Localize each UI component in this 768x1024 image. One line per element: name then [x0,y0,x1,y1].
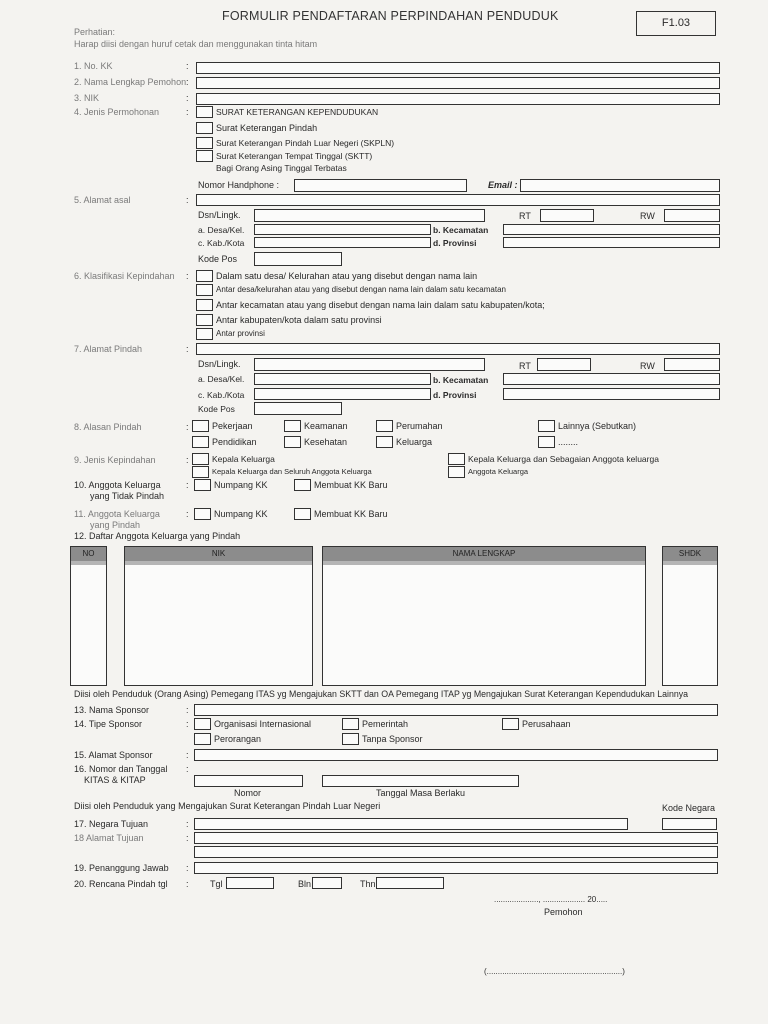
label-thn: Thn [360,879,376,889]
section-skpln: Diisi oleh Penduduk yang Mengajukan Surat Keterangan Pindah Luar Negeri [74,801,381,811]
bln-field[interactable] [312,877,342,889]
notes-label: Perhatian: [74,27,116,37]
checkbox-lainnya-isi[interactable] [538,436,555,448]
checkbox-perorangan[interactable] [194,733,211,745]
label-nomor-tanggal: 16. Nomor dan Tanggal [74,764,168,774]
option-kepala-keluarga: Kepala Keluarga [212,454,275,464]
label-alasan: 8. Alasan Pindah [74,422,142,432]
handphone-field[interactable] [294,179,467,192]
label-bln: Bln [298,879,312,889]
option-kk-seluruh: Kepala Keluarga dan Seluruh Anggota Keluarga [212,467,372,476]
option-perusahaan: Perusahaan [522,719,571,729]
header-shade [323,561,645,565]
kab-field[interactable] [254,237,431,248]
label-kab: c. Kab./Kota [198,390,245,400]
rt-pindah-field[interactable] [537,358,591,371]
label-ak-pindah-2: yang Pindah [90,520,141,530]
label-kecamatan: b. Kecamatan [433,225,489,235]
checkbox-numpang-kk-11[interactable] [194,508,211,520]
lainnya-dots: ........ [558,437,579,447]
label-email: Email : [488,180,518,190]
colon: : [186,819,189,829]
label-provinsi: d. Provinsi [433,238,477,248]
option-numpang-kk-10: Numpang KK [214,480,268,490]
option-kesehatan: Kesehatan [304,437,348,447]
colon: : [186,455,189,465]
label-nama-sponsor: 13. Nama Sponsor [74,705,150,715]
rw-pindah-field[interactable] [664,358,720,371]
label-kab: c. Kab./Kota [198,238,245,248]
checkbox-tanpa-sponsor[interactable] [342,733,359,745]
checkbox-keluarga[interactable] [376,436,393,448]
kecamatan-field[interactable] [503,224,720,235]
sktt-note: Bagi Orang Asing Tinggal Terbatas [216,163,347,173]
option-keluarga: Keluarga [396,437,433,447]
table-header-no: NO [71,547,106,562]
checkbox-pendidikan[interactable] [192,436,209,448]
label-kode-pos: Kode Pos [198,254,238,264]
checkbox-organisasi[interactable] [194,718,211,730]
colon: : [186,77,189,87]
checkbox-perumahan[interactable] [376,420,393,432]
colon: : [186,271,189,281]
kab-pindah-field[interactable] [254,388,431,400]
thn-field[interactable] [376,877,444,889]
option-keamanan: Keamanan [304,421,348,431]
checkbox-klasifikasi-3[interactable] [196,299,213,311]
checkbox-kk-baru-10[interactable] [294,479,311,491]
label-kecamatan: b. Kecamatan [433,375,489,385]
checkbox-klasifikasi-2[interactable] [196,284,213,296]
rw-field[interactable] [664,209,720,222]
checkbox-sktt[interactable] [196,150,213,162]
checkbox-klasifikasi-4[interactable] [196,314,213,326]
table-col-nik [124,546,313,686]
desa-pindah-field[interactable] [254,373,431,385]
label-alamat-tujuan: 18 Alamat Tujuan [74,833,144,843]
alamat-asal-field[interactable] [196,194,720,206]
header-shade [125,561,312,565]
label-jenis-permohonan: 4. Jenis Permohonan [74,107,160,117]
alamat-tujuan-field-2[interactable] [194,846,718,858]
option-skk: SURAT KETERANGAN KEPENDUDUKAN [216,107,379,117]
kitas-nomor-field[interactable] [194,775,303,787]
kitas-tanggal-field[interactable] [322,775,519,787]
checkbox-perusahaan[interactable] [502,718,519,730]
colon: : [186,719,189,729]
notes-text: Harap diisi dengan huruf cetak dan menggunakan tinta hitam [74,39,318,49]
option-perorangan: Perorangan [214,734,262,744]
label-klasifikasi: 6. Klasifikasi Kepindahan [74,271,175,281]
checkbox-skk[interactable] [196,106,213,118]
option-organisasi: Organisasi Internasional [214,719,312,729]
label-nama: 2. Nama Lengkap Pemohon [74,77,187,87]
table-header-shdk: SHDK [663,547,717,562]
colon: : [186,750,189,760]
colon: : [186,422,189,432]
label-rt: RT [519,211,531,221]
table-col-shdk [662,546,718,686]
negara-tujuan-field[interactable] [194,818,628,830]
dsn-field[interactable] [254,209,485,222]
rt-field[interactable] [540,209,594,222]
option-anggota-keluarga: Anggota Keluarga [468,467,529,476]
label-nomor: Nomor [234,788,262,798]
penanggung-jawab-field[interactable] [194,862,718,874]
signature-name-line: (.............................................................) [484,967,625,976]
nama-sponsor-field[interactable] [194,704,718,716]
desa-field[interactable] [254,224,431,235]
label-handphone: Nomor Handphone : [198,180,280,190]
nik-field[interactable] [196,93,720,105]
table-col-no [70,546,107,686]
header-shade [71,561,106,565]
label-negara-tujuan: 17. Negara Tujuan [74,819,149,829]
checkbox-klasifikasi-1[interactable] [196,270,213,282]
alamat-sponsor-field[interactable] [194,749,718,761]
form-code: F1.03 [636,11,716,36]
option-pekerjaan: Pekerjaan [212,421,253,431]
option-perumahan: Perumahan [396,421,443,431]
checkbox-kesehatan[interactable] [284,436,301,448]
colon: : [186,879,189,889]
option-lainnya: Lainnya (Sebutkan) [558,421,637,431]
signature-role: Pemohon [544,907,583,917]
option-klasifikasi-4: Antar kabupaten/kota dalam satu provinsi [216,315,382,325]
colon: : [186,705,189,715]
checkbox-anggota-keluarga[interactable] [448,466,465,478]
label-tanggal-berlaku: Tanggal Masa Berlaku [376,788,466,798]
provinsi-field[interactable] [503,237,720,248]
checkbox-klasifikasi-5[interactable] [196,328,213,340]
colon: : [186,863,189,873]
kecamatan-pindah-field[interactable] [503,373,720,385]
label-alamat-asal: 5. Alamat asal [74,195,131,205]
option-skp: Surat Keterangan Pindah [216,123,318,133]
no-kk-field[interactable] [196,62,720,74]
label-tgl: Tgl [210,879,223,889]
label-kode-pos: Kode Pos [198,404,235,414]
table-col-nama [322,546,646,686]
checkbox-kk-seluruh[interactable] [192,466,209,478]
label-alamat-pindah: 7. Alamat Pindah [74,344,143,354]
colon: : [186,764,189,774]
option-pendidikan: Pendidikan [212,437,257,447]
checkbox-pekerjaan[interactable] [192,420,209,432]
option-kk-baru-10: Membuat KK Baru [314,480,388,490]
label-alamat-sponsor: 15. Alamat Sponsor [74,750,153,760]
checkbox-kk-baru-11[interactable] [294,508,311,520]
colon: : [186,107,189,117]
label-dsn: Dsn/Lingk. [198,359,241,369]
label-ak-tidak-pindah-2: yang Tidak Pindah [90,491,165,501]
colon: : [186,344,189,354]
checkbox-numpang-kk-10[interactable] [194,479,211,491]
colon: : [186,61,189,71]
form-title: FORMULIR PENDAFTARAN PERPINDAHAN PENDUDUK [222,9,559,23]
checkbox-lainnya[interactable] [538,420,555,432]
nama-field[interactable] [196,77,720,89]
option-skpln: Surat Keterangan Pindah Luar Negeri (SKPLN) [216,138,395,148]
option-klasifikasi-3: Antar kecamatan atau yang disebut dengan nama lain dalam satu kabupaten/kota; [216,300,545,310]
label-jenis-kepindahan: 9. Jenis Kepindahan [74,455,156,465]
label-dsn: Dsn/Lingk. [198,210,241,220]
option-klasifikasi-1: Dalam satu desa/ Kelurahan atau yang disebut dengan nama lain [216,271,478,281]
checkbox-kk-sebagian[interactable] [448,453,465,465]
alamat-tujuan-field[interactable] [194,832,718,844]
checkbox-kepala-keluarga[interactable] [192,453,209,465]
option-numpang-kk-11: Numpang KK [214,509,268,519]
tgl-field[interactable] [226,877,274,889]
checkbox-pemerintah[interactable] [342,718,359,730]
label-kode-negara: Kode Negara [662,803,716,813]
label-provinsi: d. Provinsi [433,390,477,400]
label-ak-tidak-pindah: 10. Anggota Keluarga [74,480,161,490]
label-daftar: 12. Daftar Anggota Keluarga yang Pindah [74,531,241,541]
signature-date: ...................., ................... 20..... [494,895,608,904]
colon: : [186,195,189,205]
alamat-pindah-field[interactable] [196,343,720,355]
option-klasifikasi-5: Antar provinsi [216,329,265,338]
label-rw: RW [640,361,655,371]
label-penanggung-jawab: 19. Penanggung Jawab [74,863,169,873]
provinsi-pindah-field[interactable] [503,388,720,400]
colon: : [186,480,189,490]
checkbox-skpln[interactable] [196,137,213,149]
email-field[interactable] [520,179,720,192]
label-nomor-tanggal-2: KITAS & KITAP [84,775,146,785]
option-pemerintah: Pemerintah [362,719,409,729]
option-kk-baru-11: Membuat KK Baru [314,509,388,519]
label-desa: a. Desa/Kel. [198,225,245,235]
kode-negara-field[interactable] [662,818,717,830]
label-nik: 3. NIK [74,93,100,103]
colon: : [186,833,189,843]
label-ak-pindah: 11. Anggota Keluarga [74,509,160,519]
option-klasifikasi-2: Antar desa/kelurahan atau yang disebut dengan nama lain dalam satu kecamatan [216,285,506,294]
label-desa: a. Desa/Kel. [198,374,245,384]
label-rw: RW [640,211,655,221]
checkbox-keamanan[interactable] [284,420,301,432]
label-no-kk: 1. No. KK [74,61,113,71]
colon: : [186,93,189,103]
option-kk-sebagian: Kepala Keluarga dan Sebagaian Anggota keluarga [468,454,659,464]
label-rt: RT [519,361,531,371]
option-tanpa-sponsor: Tanpa Sponsor [362,734,423,744]
table-header-nama: NAMA LENGKAP [323,547,645,562]
table-header-nik: NIK [125,547,312,562]
label-tipe-sponsor: 14. Tipe Sponsor [74,719,143,729]
header-shade [663,561,717,565]
section-asing: Diisi oleh Penduduk (Orang Asing) Pemegang ITAS yg Mengajukan SKTT dan OA Pemegang ITAP yg Mengajukan Surat Keterangan Kependudukan Lainnya [74,689,689,699]
colon: : [186,509,189,519]
kode-pos-pindah-field[interactable] [254,402,342,415]
checkbox-skp[interactable] [196,122,213,134]
kode-pos-field[interactable] [254,252,342,266]
option-sktt: Surat Keterangan Tempat Tinggal (SKTT) [216,151,373,161]
label-rencana: 20. Rencana Pindah tgl [74,879,168,889]
dsn-pindah-field[interactable] [254,358,485,371]
